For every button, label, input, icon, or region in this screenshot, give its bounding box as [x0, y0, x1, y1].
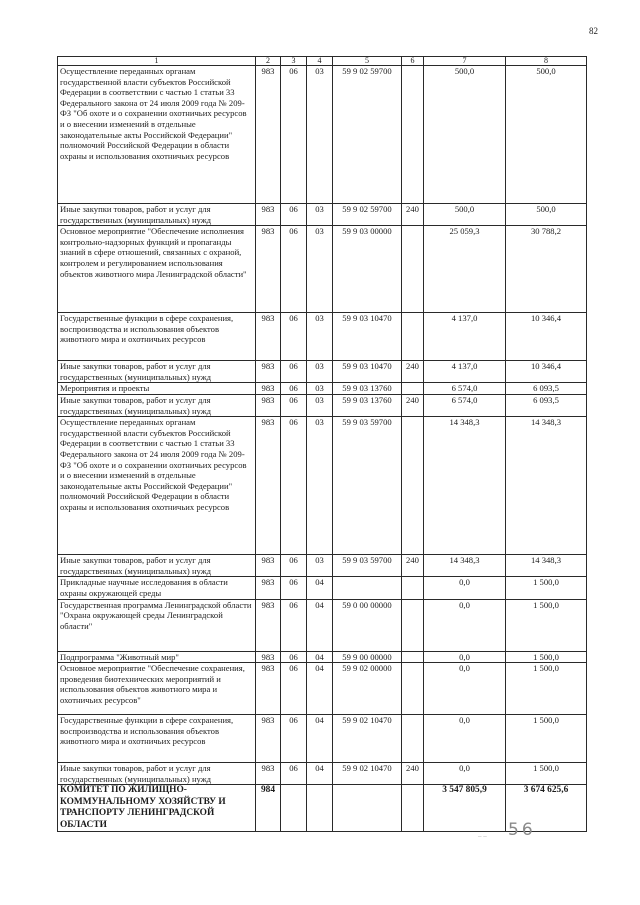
- row-grbs: 983: [256, 204, 281, 226]
- row-sum-2018: 14 348,3: [506, 555, 587, 577]
- row-expense-type: [402, 313, 424, 361]
- row-section: 06: [281, 417, 307, 555]
- row-sum-2017: 14 348,3: [424, 417, 506, 555]
- row-target-code: 59 9 03 13760: [333, 394, 402, 416]
- table-row: [58, 663, 587, 715]
- row-subsection: 03: [307, 313, 333, 361]
- row-name: Государственные функции в сфере сохранения, воспроизводства и использования объектов животного мира и охотничьих ресурсов: [58, 313, 256, 361]
- table-row: [58, 394, 587, 416]
- row-sum-2018: 10 346,4: [506, 361, 587, 383]
- row-name: Иные закупки товаров, работ и услуг для государственных (муниципальных) нужд: [58, 394, 256, 416]
- row-target-code: 59 9 03 59700: [333, 555, 402, 577]
- row-grbs: 983: [256, 394, 281, 416]
- row-sum-2017: 4 137,0: [424, 361, 506, 383]
- row-grbs: 983: [256, 715, 281, 763]
- row-expense-type: [402, 663, 424, 715]
- table-header-row: [58, 57, 587, 66]
- row-sum-2018: 1 500,0: [506, 763, 587, 785]
- row-expense-type: 240: [402, 361, 424, 383]
- row-section: 06: [281, 383, 307, 395]
- row-name: Государственная программа Ленинградской области "Охрана окружающей среды Ленинградской области": [58, 599, 256, 651]
- row-name: Иные закупки товаров, работ и услуг для государственных (муниципальных) нужд: [58, 555, 256, 577]
- table-row: [58, 763, 587, 785]
- row-sum-2018: 3 674 625,6: [506, 785, 587, 832]
- row-name: Осуществление переданных органам государственной власти субъектов Российской Федерации в соответствии с частью 1 статьи 33 Федерального закона от 24 июля 2009 года № 209-ФЗ "Об охоте и о сохранении охотничьих ресурсов и о внесении изменений в отдельные законодательные акты Российской Федерации" полномочий Российской Федерации в области охраны и использования охотничьих ресурсов: [58, 66, 256, 204]
- stamp-number: 56: [508, 820, 536, 840]
- row-expense-type: [402, 715, 424, 763]
- row-expense-type: 240: [402, 555, 424, 577]
- row-target-code: [333, 785, 402, 832]
- row-sum-2017: 4 137,0: [424, 313, 506, 361]
- row-expense-type: [402, 785, 424, 832]
- row-sum-2017: 25 059,3: [424, 226, 506, 313]
- header-col-3: 3: [281, 57, 307, 66]
- table-row: [58, 577, 587, 599]
- row-expense-type: [402, 651, 424, 663]
- row-sum-2018: 10 346,4: [506, 313, 587, 361]
- row-sum-2017: 6 574,0: [424, 394, 506, 416]
- row-target-code: 59 9 03 10470: [333, 313, 402, 361]
- row-section: 06: [281, 663, 307, 715]
- row-sum-2017: 3 547 805,9: [424, 785, 506, 832]
- row-target-code: 59 9 02 10470: [333, 715, 402, 763]
- table-row: [58, 204, 587, 226]
- row-target-code: 59 9 02 59700: [333, 66, 402, 204]
- table-row: [58, 555, 587, 577]
- row-sum-2018: 14 348,3: [506, 417, 587, 555]
- row-name: Иные закупки товаров, работ и услуг для государственных (муниципальных) нужд: [58, 204, 256, 226]
- header-col-6: 6: [402, 57, 424, 66]
- row-subsection: 03: [307, 226, 333, 313]
- table-row: [58, 226, 587, 313]
- header-col-2: 2: [256, 57, 281, 66]
- row-subsection: 03: [307, 417, 333, 555]
- row-grbs: 983: [256, 417, 281, 555]
- row-sum-2017: 14 348,3: [424, 555, 506, 577]
- row-name: Основное мероприятие "Обеспечение сохранения, проведения биотехнических мероприятий и использования объектов животного мира и охотничьих ресурсов": [58, 663, 256, 715]
- row-grbs: 983: [256, 313, 281, 361]
- row-grbs: 983: [256, 599, 281, 651]
- row-subsection: 04: [307, 577, 333, 599]
- row-sum-2018: 500,0: [506, 66, 587, 204]
- row-sum-2017: 0,0: [424, 663, 506, 715]
- row-expense-type: [402, 599, 424, 651]
- row-subsection: 04: [307, 663, 333, 715]
- row-sum-2017: 0,0: [424, 599, 506, 651]
- row-grbs: 983: [256, 66, 281, 204]
- table-row: [58, 417, 587, 555]
- row-subsection: 03: [307, 555, 333, 577]
- row-expense-type: [402, 417, 424, 555]
- row-subsection: 03: [307, 383, 333, 395]
- row-section: 06: [281, 763, 307, 785]
- budget-table: [57, 56, 587, 832]
- row-sum-2018: 30 788,2: [506, 226, 587, 313]
- row-grbs: 983: [256, 663, 281, 715]
- row-section: 06: [281, 66, 307, 204]
- row-sum-2018: 6 093,5: [506, 394, 587, 416]
- row-section: 06: [281, 577, 307, 599]
- header-col-5: 5: [333, 57, 402, 66]
- row-sum-2017: 0,0: [424, 715, 506, 763]
- row-target-code: [333, 577, 402, 599]
- row-sum-2018: 1 500,0: [506, 577, 587, 599]
- row-name: Осуществление переданных органам государственной власти субъектов Российской Федерации в соответствии с частью 1 статьи 33 Федерального закона от 24 июля 2009 года № 209-ФЗ "Об охоте и о сохранении охотничьих ресурсов и о внесении изменений в отдельные законодательные акты Российской Федерации" полномочий Российской Федерации в области охраны и использования охотничьих ресурсов: [58, 417, 256, 555]
- row-sum-2017: 0,0: [424, 651, 506, 663]
- row-section: 06: [281, 651, 307, 663]
- row-subsection: 03: [307, 204, 333, 226]
- table-row: [58, 361, 587, 383]
- table-row: [58, 715, 587, 763]
- row-sum-2018: 1 500,0: [506, 651, 587, 663]
- row-expense-type: [402, 66, 424, 204]
- page-number: 82: [589, 26, 598, 36]
- row-target-code: 59 9 02 00000: [333, 663, 402, 715]
- row-name: Основное мероприятие "Обеспечение исполнения контрольно-надзорных функций и пропаганды знаний в сфере отношений, связанных с охраной, контролем и регулированием использования объектов животного мира Ленинградской области": [58, 226, 256, 313]
- row-grbs: 983: [256, 383, 281, 395]
- row-target-code: 59 9 00 00000: [333, 651, 402, 663]
- row-name: КОМИТЕТ ПО ЖИЛИЩНО-КОММУНАЛЬНОМУ ХОЗЯЙСТВУ И ТРАНСПОРТУ ЛЕНИНГРАДСКОЙ ОБЛАСТИ: [58, 785, 256, 832]
- row-name: Мероприятия и проекты: [58, 383, 256, 395]
- row-sum-2018: 6 093,5: [506, 383, 587, 395]
- row-section: 06: [281, 313, 307, 361]
- row-target-code: 59 9 03 00000: [333, 226, 402, 313]
- table-row: [58, 651, 587, 663]
- row-grbs: 983: [256, 763, 281, 785]
- row-expense-type: 240: [402, 204, 424, 226]
- row-target-code: 59 9 02 10470: [333, 763, 402, 785]
- row-sum-2017: 500,0: [424, 66, 506, 204]
- header-col-8: 8: [506, 57, 587, 66]
- header-col-1: 1: [58, 57, 256, 66]
- row-name: Иные закупки товаров, работ и услуг для государственных (муниципальных) нужд: [58, 763, 256, 785]
- row-expense-type: [402, 577, 424, 599]
- row-sum-2018: 1 500,0: [506, 599, 587, 651]
- row-sum-2018: 1 500,0: [506, 715, 587, 763]
- table-row: [58, 66, 587, 204]
- row-grbs: 984: [256, 785, 281, 832]
- row-target-code: 59 9 03 13760: [333, 383, 402, 395]
- row-subsection: 04: [307, 651, 333, 663]
- row-name: Иные закупки товаров, работ и услуг для государственных (муниципальных) нужд: [58, 361, 256, 383]
- row-section: 06: [281, 715, 307, 763]
- table-row: [58, 383, 587, 395]
- row-sum-2018: 1 500,0: [506, 663, 587, 715]
- row-sum-2017: 0,0: [424, 763, 506, 785]
- row-name: Подпрограмма "Животный мир": [58, 651, 256, 663]
- row-section: 06: [281, 361, 307, 383]
- row-section: 06: [281, 226, 307, 313]
- row-grbs: 983: [256, 555, 281, 577]
- row-sum-2018: 500,0: [506, 204, 587, 226]
- row-subsection: [307, 785, 333, 832]
- row-expense-type: 240: [402, 394, 424, 416]
- row-target-code: 59 0 00 00000: [333, 599, 402, 651]
- row-sum-2017: 6 574,0: [424, 383, 506, 395]
- scan-mark: ‒ ‒: [478, 832, 487, 840]
- row-grbs: 983: [256, 361, 281, 383]
- header-col-4: 4: [307, 57, 333, 66]
- row-subsection: 03: [307, 394, 333, 416]
- row-subsection: 04: [307, 715, 333, 763]
- row-section: 06: [281, 394, 307, 416]
- row-subsection: 03: [307, 361, 333, 383]
- row-expense-type: [402, 226, 424, 313]
- row-name: Прикладные научные исследования в области охраны окружающей среды: [58, 577, 256, 599]
- table-row: [58, 599, 587, 651]
- row-name: Государственные функции в сфере сохранения, воспроизводства и использования объектов животного мира и охотничьих ресурсов: [58, 715, 256, 763]
- row-section: 06: [281, 204, 307, 226]
- row-subsection: 03: [307, 66, 333, 204]
- row-target-code: 59 9 02 59700: [333, 204, 402, 226]
- table-row: [58, 313, 587, 361]
- row-grbs: 983: [256, 577, 281, 599]
- row-grbs: 983: [256, 226, 281, 313]
- row-subsection: 04: [307, 599, 333, 651]
- row-section: 06: [281, 555, 307, 577]
- row-subsection: 04: [307, 763, 333, 785]
- row-target-code: 59 9 03 59700: [333, 417, 402, 555]
- row-sum-2017: 500,0: [424, 204, 506, 226]
- row-sum-2017: 0,0: [424, 577, 506, 599]
- header-col-7: 7: [424, 57, 506, 66]
- row-section: [281, 785, 307, 832]
- row-grbs: 983: [256, 651, 281, 663]
- row-expense-type: 240: [402, 763, 424, 785]
- row-section: 06: [281, 599, 307, 651]
- row-expense-type: [402, 383, 424, 395]
- row-target-code: 59 9 03 10470: [333, 361, 402, 383]
